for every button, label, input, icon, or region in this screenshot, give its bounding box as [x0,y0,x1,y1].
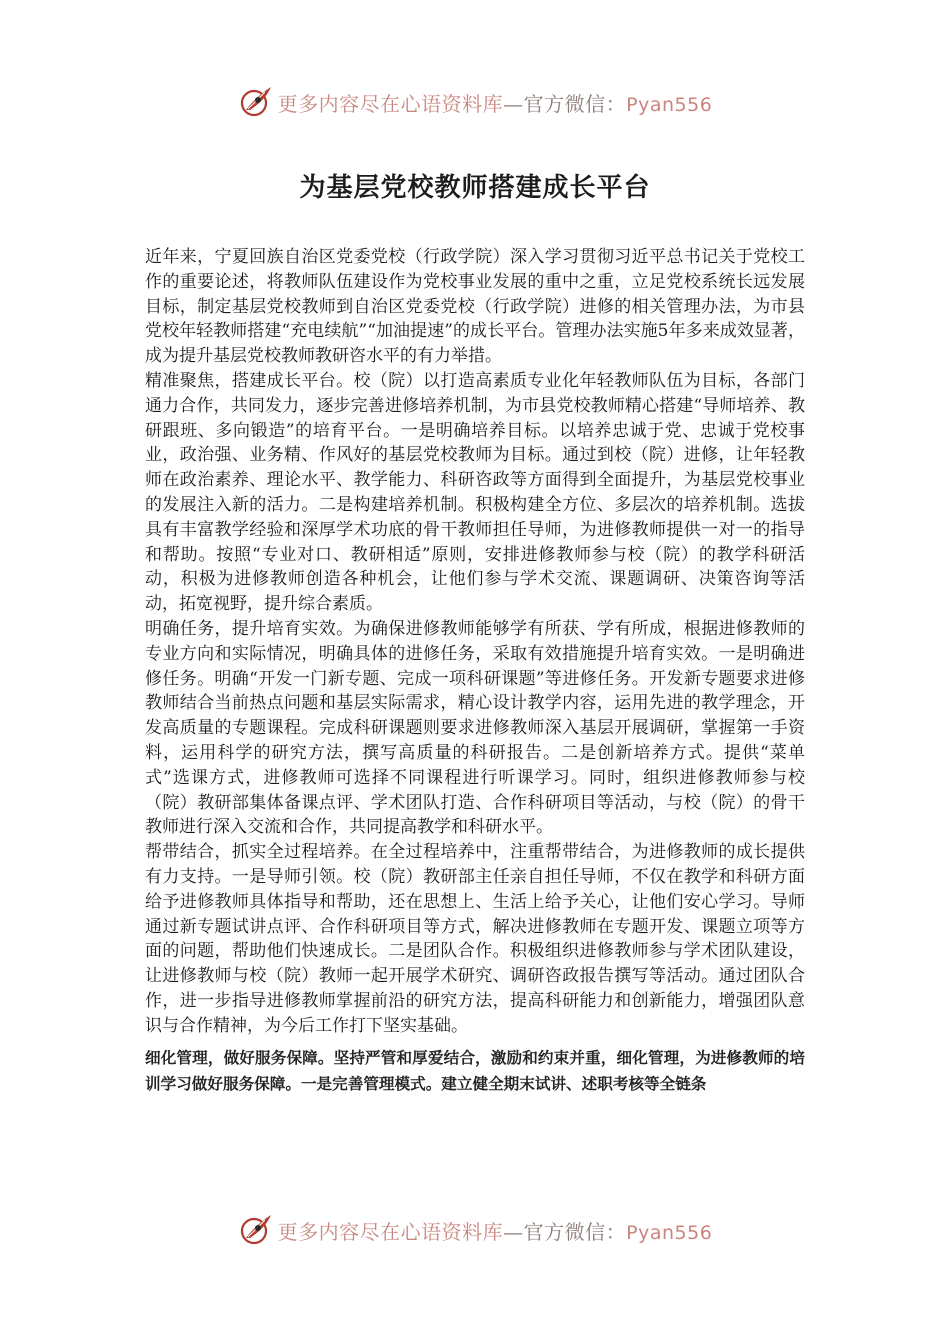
watermark-main-text: 更多内容尽在心语资料库 [277,1219,504,1244]
article-paragraph-management: 细化管理，做好服务保障。坚持严管和厚爱结合，激励和约束并重，细化管理，为进修教师的培训学习做好服务保障。一是完善管理模式。建立健全期末试讲、述职考核等全链条 [145,1048,805,1093]
quill-pen-circle-icon [238,1212,274,1248]
quill-pen-circle-icon [238,84,274,120]
article-paragraph-mentoring: 帮带结合，抓实全过程培养。在全过程培养中，注重帮带结合，为进修教师的成长提供有力支持。一是导师引领。校（院）教研部主任亲自担任导师，不仅在教学和科研方面给予进修教师具体指导和帮助，还在思想上、生活上给予关心，让他们安心学习。导师通过新专题试讲点评、合作科研项目等方式，解决进修教师在专题开发、课题立项等方面的问题，帮助他们快速成长。二是团队合作。积极组织进修教师参与学术团队建设，让进修教师与校（院）教师一起开展学术研究、调研咨政报告撰写等活动。通过团队合作，进一步指导进修教师掌握前沿的研究方法，提高科研能力和创新能力，增强团队意识与合作精神，为今后工作打下坚实基础。 [145,842,805,1036]
watermark-official-label: 官方微信： [523,91,627,116]
watermark-content [238,1212,713,1248]
watermark-banner-top [0,82,950,122]
watermark-banner-bottom [0,1210,950,1250]
watermark-official-label: 官方微信： [523,1219,627,1244]
watermark-separator: — [503,91,524,116]
watermark-content [238,84,713,120]
article-paragraph-intro: 近年来，宁夏回族自治区党委党校（行政学院）深入学习贯彻习近平总书记关于党校工作的重要论述，将教师队伍建设作为党校事业发展的重中之重，立足党校系统长远发展目标，制定基层党校教师到自治区党委党校（行政学院）进修的相关管理办法，为市县党校年轻教师搭建“充电续航”“加油提速”的成长平台。管理办法实施5年多来成效显著，成为提升基层党校教师教研咨水平的有力举措。 [145,247,805,367]
watermark-main-text: 更多内容尽在心语资料库 [277,91,504,116]
article-paragraph-platform: 精准聚焦，搭建成长平台。校（院）以打造高素质专业化年轻教师队伍为目标，各部门通力合作，共同发力，逐步完善进修培养机制，为市县党校教师精心搭建“导师培养、教研跟班、多向锻造”的培育平台。一是明确培养目标。以培养忠诚于党、忠诚于党校事业，政治强、业务精、作风好的基层党校教师为目标。通过到校（院）进修，让年轻教师在政治素养、理论水平、教学能力、科研咨政等方面得到全面提升，为基层党校事业的发展注入新的活力。二是构建培养机制。积极构建全方位、多层次的培养机制。选拔具有丰富教学经验和深厚学术功底的骨干教师担任导师，为进修教师提供一对一的指导和帮助。按照“专业对口、教研相适”原则，安排进修教师参与校（院）的教学科研活动，积极为进修教师创造各种机会，让他们参与学术交流、课题调研、决策咨询等活动，拓宽视野，提升综合素质。 [145,370,805,615]
watermark-separator: — [503,1219,524,1244]
watermark-wechat-id: Pyan556 [626,93,713,116]
watermark-text [278,1216,713,1245]
article-paragraph-tasks: 明确任务，提升培育实效。为确保进修教师能够学有所获、学有所成，根据进修教师的专业方向和实际情况，明确具体的进修任务，采取有效措施提升培育实效。一是明确进修任务。明确“开发一门新专题、完成一项科研课题”等进修任务。开发新专题要求进修教师结合当前热点问题和基层实际需求，精心设计教学内容，运用先进的教学理念，开发高质量的专题课程。完成科研课题则要求进修教师深入基层开展调研，掌握第一手资料，运用科学的研究方法，撰写高质量的科研报告。二是创新培养方式。提供“菜单式”选课方式，进修教师可选择不同课程进行听课学习。同时，组织进修教师参与校（院）教研部集体备课点评、学术团队打造、合作科研项目等活动，与校（院）的骨干教师进行深入交流和合作，共同提高教学和科研水平。 [145,618,805,838]
watermark-wechat-id: Pyan556 [626,1221,713,1244]
watermark-text [278,88,713,117]
article-body [145,245,805,1097]
article-title: 为基层党校教师搭建成长平台 [299,173,651,204]
